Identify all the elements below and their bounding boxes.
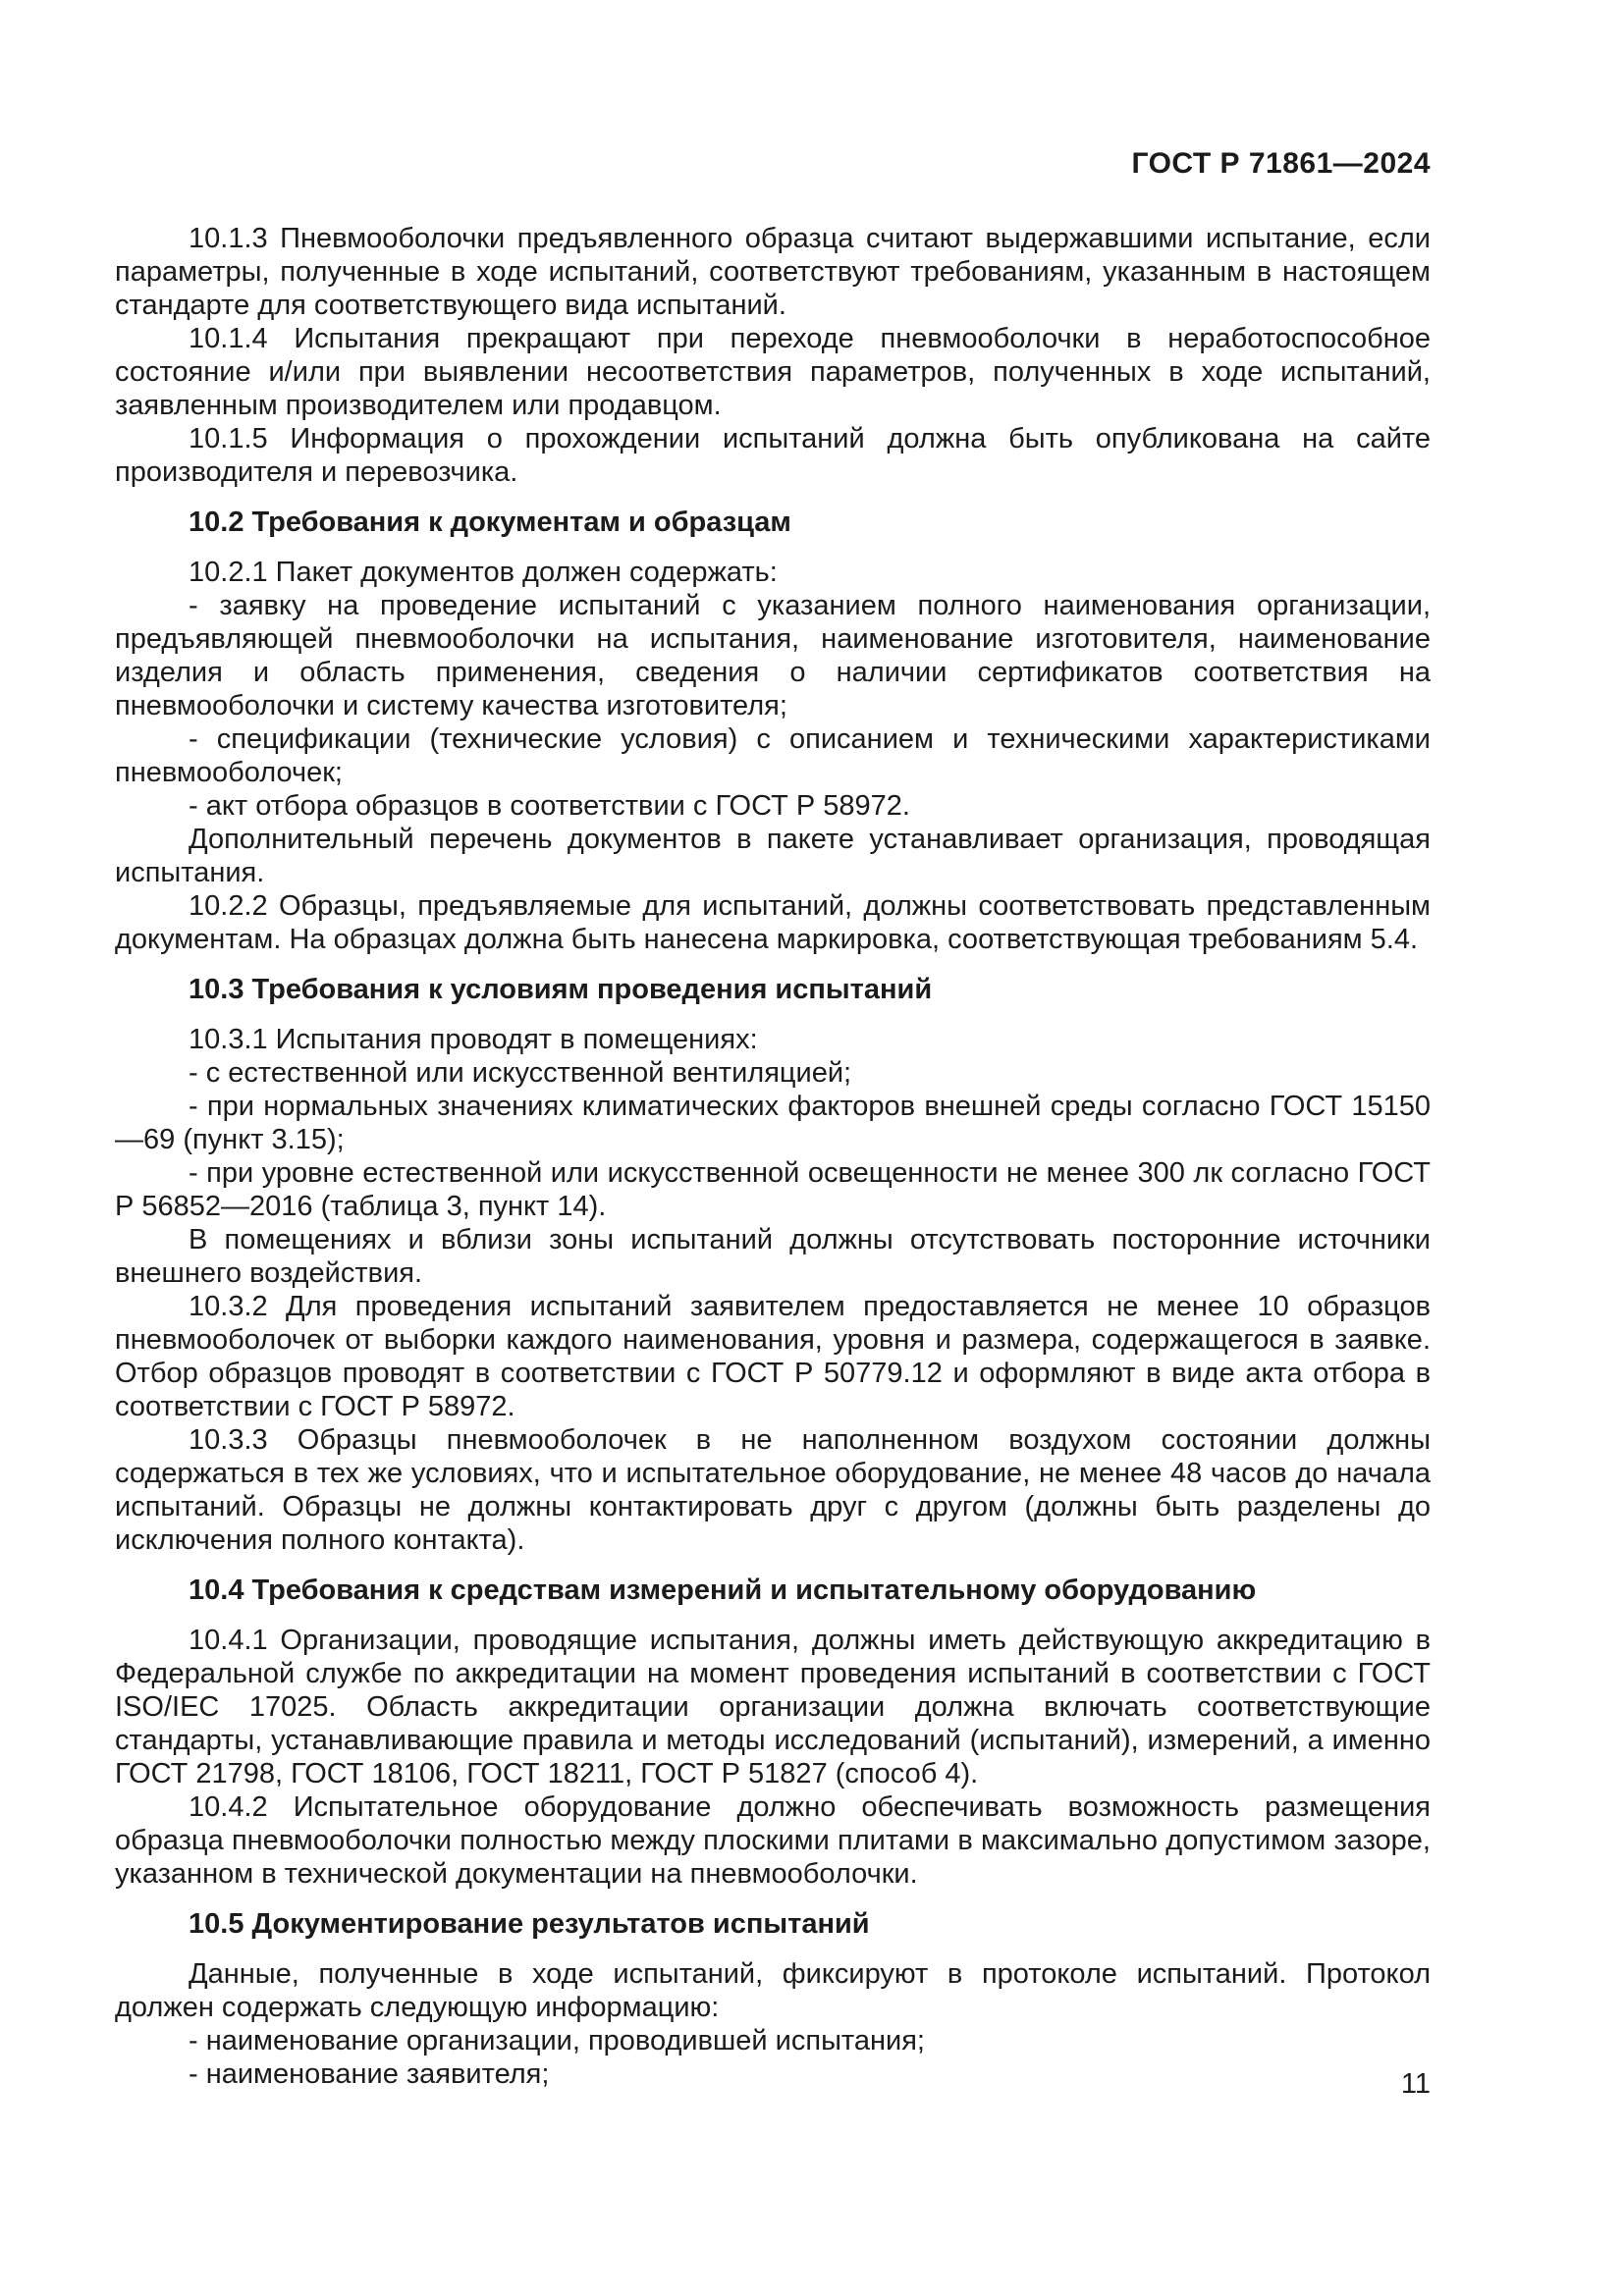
paragraph-additional-docs: Дополнительный перечень документов в пакете устанавливает организация, проводящая испытания. <box>115 824 1431 888</box>
paragraph-10-2-1: 10.2.1 Пакет документов должен содержать: <box>189 557 778 588</box>
running-header-gost-number: ГОСТ Р 71861—2024 <box>1131 147 1431 180</box>
heading-10-4: 10.4 Требования к средствам измерений и испытательному оборудованию <box>189 1575 1257 1606</box>
paragraph-10-2-2: 10.2.2 Образцы, предъявляемые для испытаний, должны соответствовать представленным документам. На образцах должна быть нанесена маркировка, соответствующая требованиям 5.4. <box>115 890 1431 955</box>
list-item-climate: - при нормальных значениях климатических факторов внешней среды согласно ГОСТ 15150—69 (пункт 3.15); <box>115 1091 1431 1155</box>
paragraph-10-1-3: 10.1.3 Пневмооболочки предъявленного образца считают выдержавшими испытание, если параметры, полученные в ходе испытаний, соответствуют требованиям, указанным в настоящем стандарте для соответствующего вида испытаний. <box>115 223 1431 321</box>
paragraph-10-4-1: 10.4.1 Организации, проводящие испытания, должны иметь действующую аккредитацию в Федеральной службе по аккредитации на момент проведения испытаний в соответствии с ГОСТ ISO/IEC 17025. Область аккредитации организации должна включать соответствующие стандарты, устанавливающие правила и методы исследований (испытаний), измерений, а именно ГОСТ 21798, ГОСТ 18106, ГОСТ 18211, ГОСТ Р 51827 (способ 4). <box>115 1625 1431 1789</box>
list-item-applicant-name: - наименование заявителя; <box>189 2058 550 2090</box>
heading-10-5: 10.5 Документирование результатов испытаний <box>189 1908 870 1940</box>
list-item-specifications: - спецификации (технические условия) с описанием и техническими характеристиками пневмооболочек; <box>115 723 1431 788</box>
paragraph-10-3-1: 10.3.1 Испытания проводят в помещениях: <box>189 1024 758 1055</box>
heading-10-2: 10.2 Требования к документам и образцам <box>189 507 791 538</box>
heading-10-3: 10.3 Требования к условиям проведения испытаний <box>189 974 933 1005</box>
paragraph-10-3-3: 10.3.3 Образцы пневмооболочек в не наполненном воздухом состоянии должны содержаться в тех же условиях, что и испытательное оборудование, не менее 48 часов до начала испытаний. Образцы не должны контактировать друг с другом (должны быть разделены до исключения полного контакта). <box>115 1424 1431 1556</box>
paragraph-protocol-intro: Данные, полученные в ходе испытаний, фиксируют в протоколе испытаний. Протокол должен содержать следующую информацию: <box>115 1958 1431 2023</box>
list-item-ventilation: - с естественной или искусственной вентиляцией; <box>189 1057 852 1089</box>
paragraph-10-3-2: 10.3.2 Для проведения испытаний заявителем предоставляется не менее 10 образцов пневмооболочек от выборки каждого наименования, уровня и размера, содержащегося в заявке. Отбор образцов проводят в соответствии с ГОСТ Р 50779.12 и оформляют в виде акта отбора в соответствии с ГОСТ Р 58972. <box>115 1291 1431 1422</box>
list-item-illumination: - при уровне естественной или искусственной освещенности не менее 300 лк согласно ГОСТ Р 56852—2016 (таблица 3, пункт 14). <box>115 1157 1431 1222</box>
page-number: 11 <box>1400 2068 1431 2100</box>
paragraph-10-1-5: 10.1.5 Информация о прохождении испытаний должна быть опубликована на сайте производителя и перевозчика. <box>115 423 1431 488</box>
list-item-sampling-act: - акт отбора образцов в соответствии с ГОСТ Р 58972. <box>189 790 910 822</box>
paragraph-10-1-4: 10.1.4 Испытания прекращают при переходе пневмооболочки в неработоспособное состояние и/или при выявлении несоответствия параметров, полученных в ходе испытаний, заявленным производителем или продавцом. <box>115 323 1431 421</box>
paragraph-10-4-2: 10.4.2 Испытательное оборудование должно обеспечивать возможность размещения образца пневмооболочки полностью между плоскими плитами в максимально допустимом зазоре, указанном в технической документации на пневмооболочки. <box>115 1791 1431 1890</box>
list-item-test-organization: - наименование организации, проводившей испытания; <box>189 2025 925 2056</box>
list-item-application: - заявку на проведение испытаний с указанием полного наименования организации, предъявляющей пневмооболочки на испытания, наименование изготовителя, наименование изделия и область применения, сведения о наличии сертификатов соответствия на пневмооболочки и систему качества изготовителя; <box>115 590 1431 721</box>
document-body <box>115 222 1431 2091</box>
paragraph-no-external-sources: В помещениях и вблизи зоны испытаний должны отсутствовать посторонние источники внешнего воздействия. <box>115 1224 1431 1289</box>
